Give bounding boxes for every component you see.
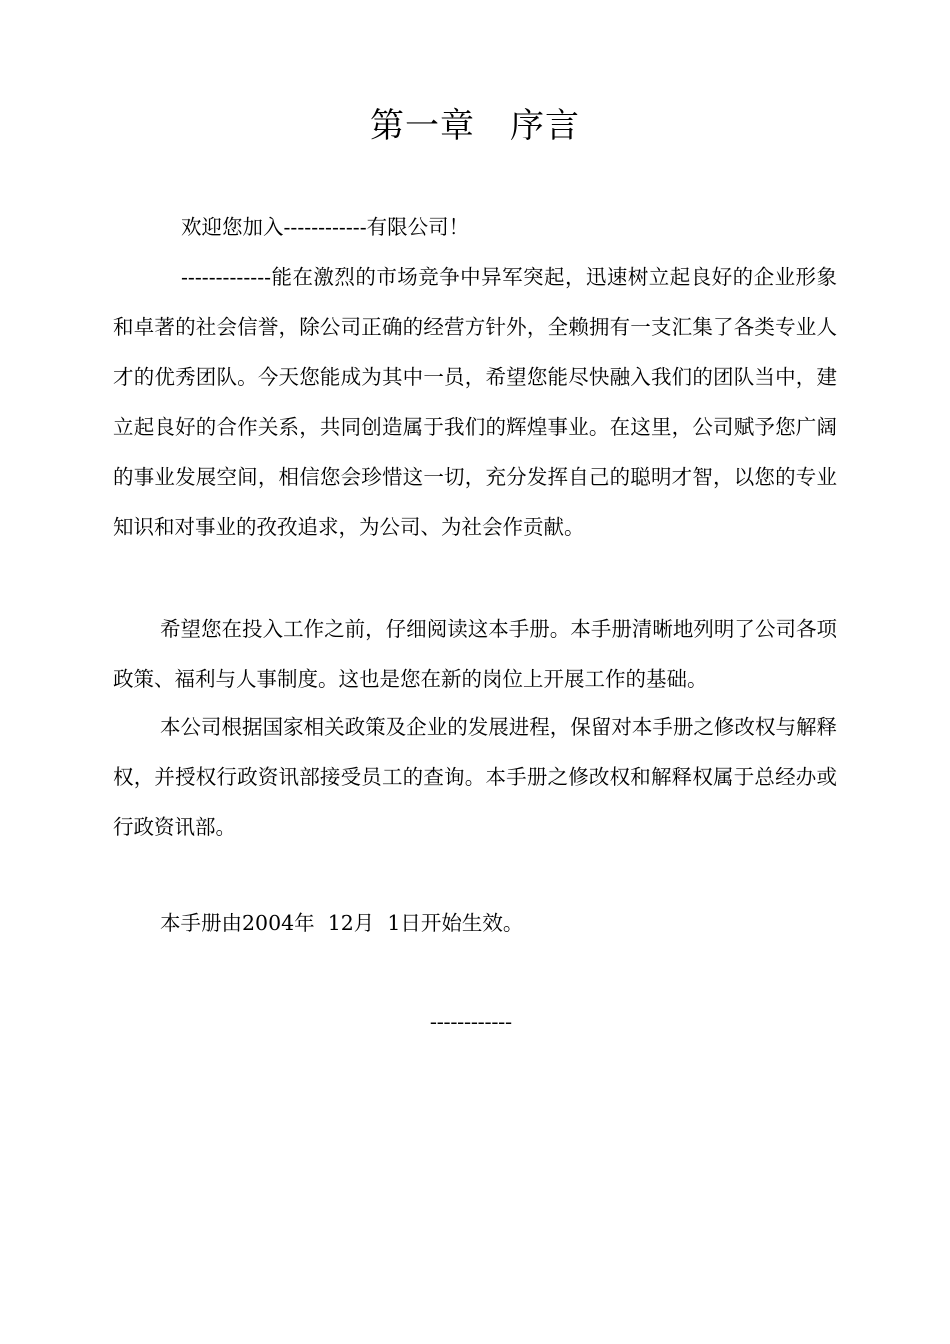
intro-paragraph: -------------能在激烈的市场竞争中异军突起，迅速树立起良好的企业形象和卓著的社会信誉，除公司正确的经营方针外，全赖拥有一支汇集了各类专业人才的优秀团队。今天您能成为其中一员，希望您能尽快融入我们的团队当中，建立起良好的合作关系，共同创造属于我们的辉煌事业。在这里，公司赋予您广阔的事业发展空间，相信您会珍惜这一切，充分发挥自己的聪明才智，以您的专业知识和对事业的孜孜追求，为公司、为社会作贡献。 [113, 265, 837, 539]
signature-line: ------------ [430, 1011, 512, 1033]
welcome-paragraph: 欢迎您加入------------有限公司！ [181, 215, 470, 239]
read-notice-paragraph: 希望您在投入工作之前，仔细阅读这本手册。本手册清晰地列明了公司各项政策、福利与人事制度。这也是您在新的岗位上开展工作的基础。 [113, 617, 837, 691]
chapter-title: 第一章 序言 [370, 106, 580, 146]
effective-date-paragraph: 本手册由2004年 12月 1日开始生效。 [160, 911, 524, 935]
rights-notice-paragraph: 本公司根据国家相关政策及企业的发展进程，保留对本手册之修改权与解释权，并授权行政资讯部接受员工的查询。本手册之修改权和解释权属于总经办或行政资讯部。 [113, 715, 837, 839]
